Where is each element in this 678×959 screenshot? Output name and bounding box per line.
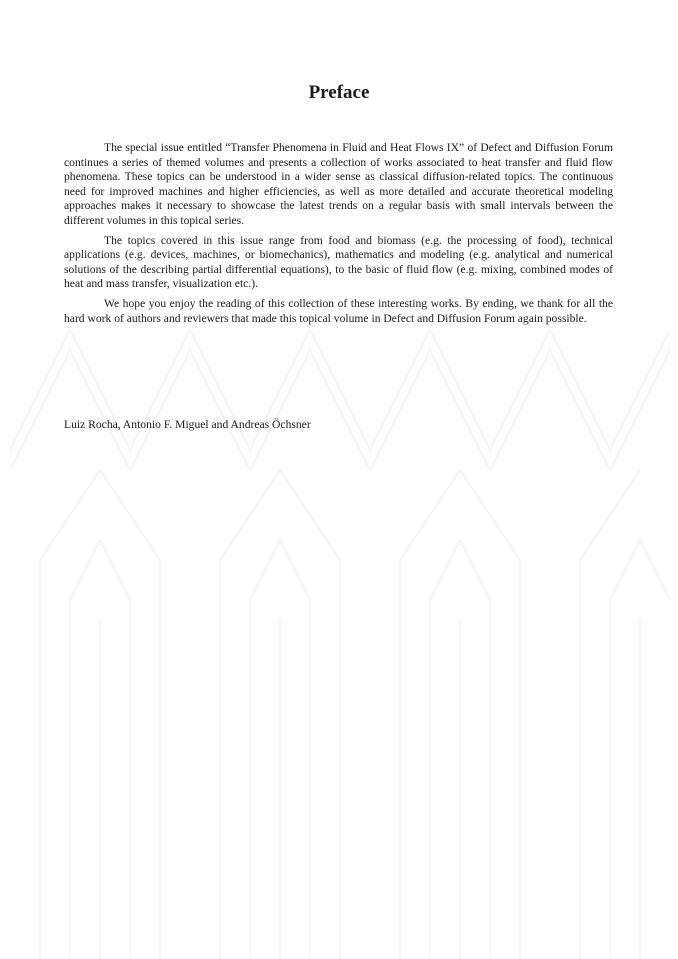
watermark-line (610, 540, 670, 959)
watermark-line (40, 470, 160, 959)
watermark-line (430, 540, 490, 959)
page-title: Preface (308, 82, 370, 103)
watermark-line (580, 470, 640, 959)
author-signature: Luiz Rocha, Antonio F. Miguel and Andreas Öchsner (64, 418, 311, 431)
paragraph: The topics covered in this issue range from food and biomass (e.g. the processing of food), technical applications (e.g. devices, machines, or biomechanics), mathematics and modeling (e.g. analytical and numerical solutions of the describing partial differential equations), to the basic of fluid flow (e.g. mixing, combined modes of heat and mass transfer, visualization etc.). (64, 233, 613, 291)
watermark-line (250, 540, 310, 959)
watermark-line (10, 330, 670, 450)
preface-body (64, 141, 613, 331)
watermark-line (10, 350, 670, 470)
paragraph: The special issue entitled “Transfer Phenomena in Fluid and Heat Flows IX” of Defect and Diffusion Forum continues a series of themed volumes and presents a collection of works associated to heat transfer and fluid flow phenomena. These topics can be understood in a wider sense as classical diffusion-related topics. The continuous need for improved machines and higher efficiencies, as well as more detailed and accurate theoretical modeling approaches makes it necessary to showcase the latest trends on a regular basis with small intervals between the different volumes in this topical series. (64, 141, 613, 227)
watermark-line (220, 470, 340, 959)
watermark-line (400, 470, 520, 959)
watermark-line (70, 540, 130, 959)
paragraph: We hope you enjoy the reading of this collection of these interesting works. By ending, we thank for all the hard work of authors and reviewers that made this topical volume in Defect and Diffusion Forum again possible. (64, 296, 613, 325)
